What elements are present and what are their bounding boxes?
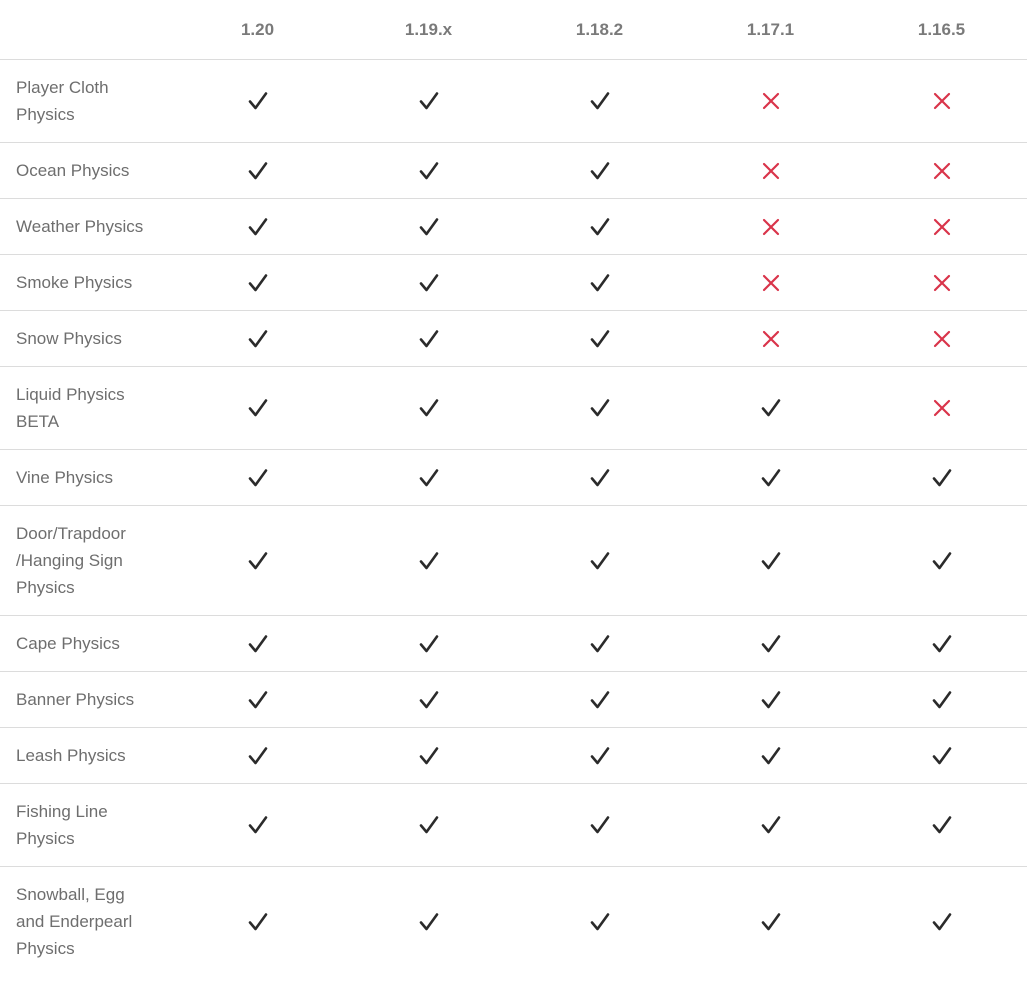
check-icon <box>760 633 782 655</box>
support-cell <box>514 450 685 506</box>
support-cell <box>685 867 856 977</box>
check-icon <box>589 272 611 294</box>
check-icon <box>247 216 269 238</box>
table-row <box>0 255 1027 311</box>
support-cell <box>685 506 856 616</box>
cross-icon <box>931 328 953 350</box>
check-icon <box>589 216 611 238</box>
support-cell <box>856 867 1027 977</box>
check-icon <box>418 689 440 711</box>
feature-name: Leash Physics <box>0 728 172 784</box>
support-cell <box>685 143 856 199</box>
support-cell <box>172 311 343 367</box>
cross-icon <box>760 90 782 112</box>
check-icon <box>247 814 269 836</box>
table-row <box>0 506 1027 616</box>
cross-icon <box>760 160 782 182</box>
support-cell <box>172 199 343 255</box>
table-body <box>0 60 1027 977</box>
table-row <box>0 143 1027 199</box>
feature-name: Ocean Physics <box>0 143 172 199</box>
support-cell <box>856 506 1027 616</box>
table-header <box>0 0 1027 60</box>
feature-name: Player Cloth Physics <box>0 60 172 143</box>
support-cell <box>343 450 514 506</box>
check-icon <box>589 90 611 112</box>
table-row <box>0 311 1027 367</box>
support-cell <box>172 255 343 311</box>
support-cell <box>343 199 514 255</box>
table-row <box>0 867 1027 977</box>
support-cell <box>514 867 685 977</box>
support-cell <box>856 672 1027 728</box>
check-icon <box>418 90 440 112</box>
support-cell <box>685 255 856 311</box>
check-icon <box>760 467 782 489</box>
check-icon <box>247 550 269 572</box>
support-cell <box>685 367 856 450</box>
support-cell <box>685 672 856 728</box>
header-row <box>0 0 1027 60</box>
check-icon <box>589 814 611 836</box>
support-cell <box>172 450 343 506</box>
check-icon <box>418 814 440 836</box>
feature-name: Cape Physics <box>0 616 172 672</box>
support-cell <box>685 616 856 672</box>
table-row <box>0 199 1027 255</box>
support-cell <box>172 367 343 450</box>
check-icon <box>247 467 269 489</box>
support-cell <box>856 60 1027 143</box>
table-row <box>0 60 1027 143</box>
check-icon <box>418 467 440 489</box>
support-cell <box>514 672 685 728</box>
check-icon <box>418 397 440 419</box>
support-cell <box>172 672 343 728</box>
check-icon <box>418 745 440 767</box>
support-cell <box>172 728 343 784</box>
support-cell <box>685 199 856 255</box>
support-cell <box>343 672 514 728</box>
table-row <box>0 672 1027 728</box>
support-cell <box>856 255 1027 311</box>
check-icon <box>418 328 440 350</box>
check-icon <box>247 90 269 112</box>
check-icon <box>247 397 269 419</box>
check-icon <box>760 745 782 767</box>
support-cell <box>514 255 685 311</box>
check-icon <box>589 633 611 655</box>
feature-name: Snowball, Egg and Enderpearl Physics <box>16 885 133 958</box>
header-version-1-19-x: 1.19.x <box>343 0 514 60</box>
cross-icon <box>931 160 953 182</box>
support-cell <box>172 616 343 672</box>
support-cell <box>172 784 343 867</box>
cross-icon <box>931 90 953 112</box>
table-row <box>0 728 1027 784</box>
check-icon <box>589 911 611 933</box>
support-cell <box>343 784 514 867</box>
support-cell <box>343 311 514 367</box>
support-cell <box>514 60 685 143</box>
check-icon <box>589 550 611 572</box>
support-cell <box>685 60 856 143</box>
support-cell <box>856 143 1027 199</box>
feature-name: Weather Physics <box>0 199 172 255</box>
check-icon <box>418 272 440 294</box>
support-cell <box>514 616 685 672</box>
check-icon <box>247 689 269 711</box>
support-cell <box>514 367 685 450</box>
check-icon <box>931 745 953 767</box>
support-cell <box>514 311 685 367</box>
check-icon <box>931 911 953 933</box>
cross-icon <box>760 328 782 350</box>
table-row <box>0 450 1027 506</box>
feature-name: Banner Physics <box>0 672 172 728</box>
check-icon <box>247 272 269 294</box>
support-cell <box>343 867 514 977</box>
check-icon <box>247 633 269 655</box>
cross-icon <box>931 216 953 238</box>
header-version-1-20: 1.20 <box>172 0 343 60</box>
table-row <box>0 784 1027 867</box>
support-cell <box>685 784 856 867</box>
check-icon <box>418 550 440 572</box>
feature-name: Fishing Line Physics <box>0 784 172 867</box>
support-cell <box>685 311 856 367</box>
support-cell <box>856 784 1027 867</box>
cross-icon <box>760 216 782 238</box>
check-icon <box>931 814 953 836</box>
feature-name: Liquid Physics BETA <box>0 367 172 450</box>
header-version-1-17-1: 1.17.1 <box>685 0 856 60</box>
support-cell <box>856 450 1027 506</box>
support-cell <box>172 867 343 977</box>
support-cell <box>514 199 685 255</box>
support-cell <box>685 450 856 506</box>
support-cell <box>343 506 514 616</box>
support-cell <box>343 60 514 143</box>
cross-icon <box>760 272 782 294</box>
check-icon <box>760 397 782 419</box>
check-icon <box>589 745 611 767</box>
feature-name: Snow Physics <box>0 311 172 367</box>
check-icon <box>589 467 611 489</box>
check-icon <box>589 160 611 182</box>
check-icon <box>760 814 782 836</box>
check-icon <box>760 911 782 933</box>
support-cell <box>856 199 1027 255</box>
support-cell <box>343 255 514 311</box>
table-row <box>0 367 1027 450</box>
support-cell <box>172 506 343 616</box>
feature-name: Door/Trapdoor /Hanging Sign Physics <box>0 506 172 616</box>
check-icon <box>760 689 782 711</box>
check-icon <box>760 550 782 572</box>
support-cell <box>343 143 514 199</box>
check-icon <box>418 633 440 655</box>
table-row <box>0 616 1027 672</box>
feature-name: Smoke Physics <box>0 255 172 311</box>
support-cell <box>172 143 343 199</box>
check-icon <box>418 160 440 182</box>
check-icon <box>589 689 611 711</box>
cross-icon <box>931 397 953 419</box>
support-cell <box>856 367 1027 450</box>
feature-name: Vine Physics <box>0 450 172 506</box>
support-cell <box>514 784 685 867</box>
header-version-1-16-5: 1.16.5 <box>856 0 1027 60</box>
check-icon <box>418 911 440 933</box>
check-icon <box>247 911 269 933</box>
check-icon <box>931 550 953 572</box>
check-icon <box>931 689 953 711</box>
header-version-1-18-2: 1.18.2 <box>514 0 685 60</box>
support-cell <box>514 728 685 784</box>
support-cell <box>343 616 514 672</box>
support-cell <box>343 367 514 450</box>
support-cell <box>514 143 685 199</box>
support-cell <box>514 506 685 616</box>
check-icon <box>247 160 269 182</box>
support-cell <box>856 311 1027 367</box>
support-cell <box>343 728 514 784</box>
support-cell <box>856 728 1027 784</box>
check-icon <box>931 467 953 489</box>
check-icon <box>247 328 269 350</box>
check-icon <box>589 328 611 350</box>
check-icon <box>589 397 611 419</box>
cross-icon <box>931 272 953 294</box>
support-cell <box>172 60 343 143</box>
check-icon <box>931 633 953 655</box>
header-feature-column <box>0 0 172 60</box>
support-cell <box>685 728 856 784</box>
check-icon <box>247 745 269 767</box>
support-cell <box>856 616 1027 672</box>
check-icon <box>418 216 440 238</box>
